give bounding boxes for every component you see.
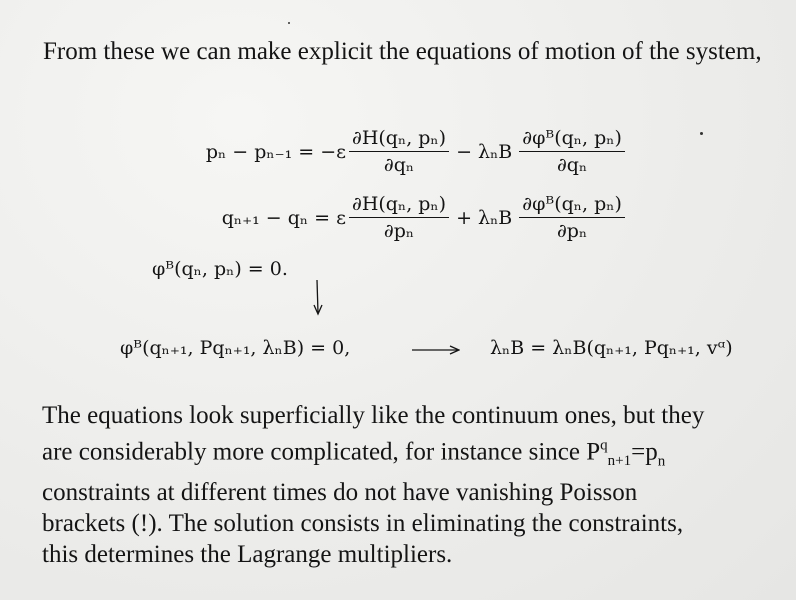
down-arrow-icon bbox=[312, 280, 324, 316]
scan-speck bbox=[288, 22, 290, 24]
equation-momentum bbox=[96, 127, 628, 176]
equation-lagrange-multiplier: λₙB = λₙB(qₙ₊₁, Pqₙ₊₁, vᵅ) bbox=[490, 337, 733, 359]
eq2-fraction-hamiltonian bbox=[349, 193, 449, 242]
eq1-fraction-constraint bbox=[519, 127, 625, 176]
eq1-frac1-numerator: ∂H(qₙ, pₙ) bbox=[349, 127, 449, 152]
eq2-frac2-numerator: ∂φᴮ(qₙ, pₙ) bbox=[519, 193, 625, 218]
outro-eq-p: =p bbox=[631, 438, 658, 466]
eq2-fraction-constraint bbox=[519, 193, 625, 242]
outro-line-2 bbox=[42, 431, 762, 477]
outro-line-4: brackets (!). The solution consists in eliminating the constraints, bbox=[42, 510, 684, 538]
eq1-lhs: pₙ − pₙ₋₁ = −ε bbox=[205, 140, 346, 163]
eq2-lambda-term: + λₙB bbox=[456, 206, 513, 229]
right-arrow-icon bbox=[412, 344, 460, 356]
eq2-frac2-denominator: ∂pₙ bbox=[556, 220, 588, 242]
outro-sub-n: n bbox=[657, 453, 666, 470]
equation-constraint-next: φᴮ(qₙ₊₁, Pqₙ₊₁, λₙB) = 0, bbox=[120, 337, 351, 359]
eq1-frac2-denominator: ∂qₙ bbox=[556, 154, 588, 176]
eq2-lhs: qₙ₊₁ − qₙ = ε bbox=[221, 206, 346, 229]
outro-paragraph bbox=[42, 400, 762, 570]
equation-constraint-zero: φᴮ(qₙ, pₙ) = 0. bbox=[152, 258, 288, 280]
outro-sub-n1: n+1 bbox=[607, 453, 632, 470]
eq1-frac1-denominator: ∂qₙ bbox=[383, 154, 415, 176]
eq2-frac1-numerator: ∂H(qₙ, pₙ) bbox=[349, 193, 449, 218]
outro-line-2-text: are considerably more complicated, for instance since P bbox=[42, 438, 601, 466]
eq2-frac1-denominator: ∂pₙ bbox=[383, 220, 415, 242]
equation-position bbox=[96, 193, 628, 242]
scan-speck bbox=[700, 132, 703, 135]
outro-line-5: this determines the Lagrange multipliers. bbox=[42, 541, 453, 569]
outro-line-1: The equations look superficially like the continuum ones, but they bbox=[42, 402, 705, 429]
intro-paragraph: From these we can make explicit the equations of motion of the system, bbox=[43, 38, 762, 65]
outro-sup-q: q bbox=[600, 438, 608, 454]
outro-line-3: constraints at different times do not have vanishing Poisson bbox=[42, 479, 638, 507]
eq1-frac2-numerator: ∂φᴮ(qₙ, pₙ) bbox=[519, 127, 625, 152]
eq1-lambda-term: − λₙB bbox=[456, 140, 513, 163]
eq1-fraction-hamiltonian bbox=[349, 127, 449, 176]
